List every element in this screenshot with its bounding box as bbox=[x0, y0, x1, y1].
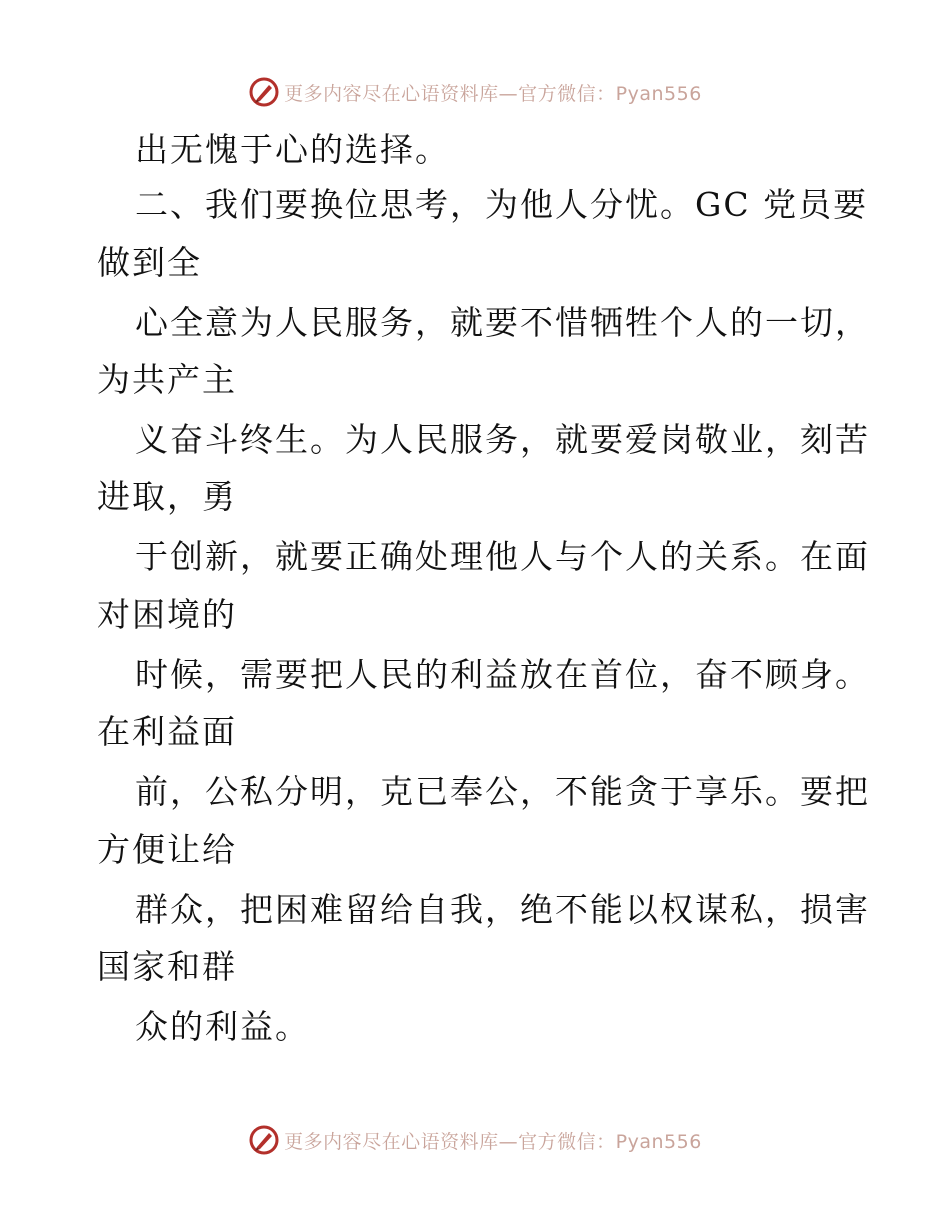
text-line: 为共产主 bbox=[97, 360, 237, 399]
text-line: 时候，需要把人民的利益放在首位，奋不顾身。 bbox=[135, 655, 870, 694]
banner-text: 更多内容尽在心语资料库—官方微信：Pyan556 bbox=[284, 82, 702, 105]
text-line: 国家和群 bbox=[97, 947, 237, 986]
banner-text: 更多内容尽在心语资料库—官方微信：Pyan556 bbox=[284, 1130, 702, 1153]
text-line: 进取，勇 bbox=[97, 477, 237, 516]
text-line: 做到全 bbox=[97, 243, 202, 282]
text-line: 对困境的 bbox=[97, 595, 237, 634]
text-line: 于创新，就要正确处理他人与个人的关系。在面 bbox=[135, 537, 870, 576]
text-line: 前，公私分明，克已奉公，不能贪于享乐。要把 bbox=[135, 772, 870, 811]
header-banner bbox=[0, 72, 950, 112]
pen-logo-icon bbox=[248, 76, 280, 108]
text-line: 众的利益。 bbox=[135, 1007, 310, 1046]
text-line: 心全意为人民服务，就要不惜牺牲个人的一切， bbox=[135, 303, 870, 342]
text-line: 出无愧于心的选择。 bbox=[135, 130, 450, 169]
text-line: 二、我们要换位思考，为他人分忧。GC 党员要 bbox=[135, 185, 869, 224]
text-line: 方便让给 bbox=[97, 830, 237, 869]
text-line: 义奋斗终生。为人民服务，就要爱岗敬业，刻苦 bbox=[135, 420, 870, 459]
footer-banner bbox=[0, 1120, 950, 1160]
pen-logo-icon bbox=[248, 1124, 280, 1156]
text-line: 群众，把困难留给自我，绝不能以权谋私，损害 bbox=[135, 890, 870, 929]
text-line: 在利益面 bbox=[97, 712, 237, 751]
